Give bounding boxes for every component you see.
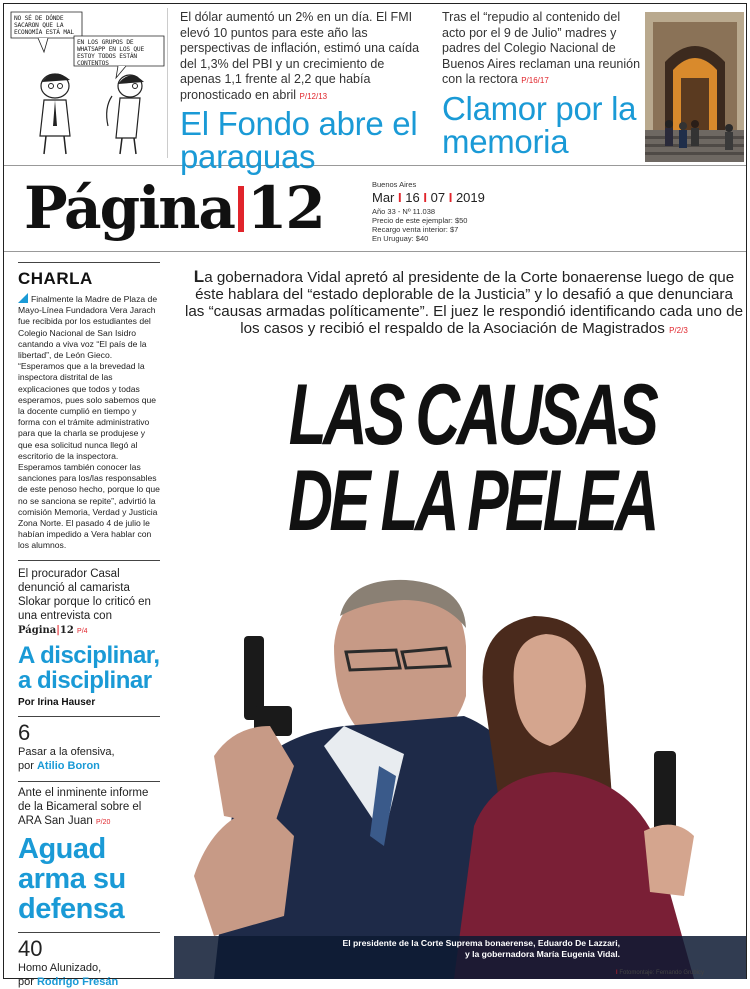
column-author: por Rodrigo Fresán bbox=[18, 975, 119, 988]
photo-credit: I Fotomontaje: Fernando Grubicy bbox=[616, 970, 705, 976]
teaser-memory-lead: Tras el “repudio al contenido del acto por el 9 de Julio” madres y padres del Colegio Nacional de Buenos Aires reclaman una reunión con la rectora P/16/17 bbox=[442, 10, 641, 86]
edition-number: Año 33 - Nº 11.038 bbox=[372, 207, 436, 216]
teaser-memory[interactable] bbox=[442, 10, 642, 158]
logo-red-bar bbox=[238, 186, 244, 232]
cartoon bbox=[8, 8, 168, 158]
page-ref: P/12/13 bbox=[299, 91, 328, 101]
school-building-photo bbox=[645, 12, 744, 162]
story-aguad-headline[interactable]: Aguad arma su defensa bbox=[18, 832, 126, 925]
masthead bbox=[4, 166, 746, 252]
sidebar bbox=[18, 262, 160, 989]
teaser-imf-headline[interactable]: El Fondo abre el paraguas bbox=[180, 105, 418, 175]
front-page bbox=[3, 3, 747, 988]
column-author: por Atilio Boron bbox=[18, 759, 100, 772]
lead-story-headline[interactable]: LAS CAUSAS DE LA PELEA bbox=[288, 367, 656, 549]
cartoon-bubble-left: NO SÉ DE DÓNDE SACARON QUE LA ECONOMÍA ESTÁ MAL bbox=[14, 15, 74, 36]
mini-logo: Página|12 bbox=[18, 624, 74, 636]
page-number: 40 bbox=[18, 935, 43, 961]
city: Buenos Aires bbox=[372, 180, 417, 189]
sidebar-body: Finalmente la Madre de Plaza de Mayo-Línea Fundadora Vera Jarach fue recibida por los estudiantes del Colegio Nacional de San Isidro cantando a viva voz “El país de la libertad”, de León Gieco. “Esperamos que a la brevedad la inspectora distrital de las explicaciones que todos y todas esperamos, pues solo sabemos que la docente cumplió en tiempo y forma con el trámite administrativo para que la charla se produjese y que esa solicitud nunca llegó al escritorio de la inspectora. Esperamos también conocer las sanciones para los/las responsables de este penoso hecho, porque lo que no se sanciona se repite”, advirtió la comisión Memoria, Verdad y Justicia Zona Norte. El pasado 4 de julio le habían impedido a Vera hablar con los alumnos. bbox=[18, 294, 160, 551]
column-fresan[interactable] bbox=[18, 932, 160, 989]
lead-photo-montage bbox=[174, 576, 746, 979]
triangle-icon bbox=[18, 293, 28, 303]
teaser-imf[interactable] bbox=[180, 10, 428, 173]
lead-story-deck: La gobernadora Vidal apretó al presidente de la Corte bonaerense luego de que éste hablara del “estado deplorable de la Justicia” y lo desafió a que denunciara las “causas armadas políticamente”. El juez le respondió identificando cada uno de los casos y recibió el respaldo de la Asociación de Magistrados P/2/3 bbox=[184, 267, 744, 337]
sidebar-section-title: CHARLA bbox=[18, 269, 93, 288]
cartoon-bubble-right: EN LOS GRUPOS DE WHATSAPP EN LOS QUE ESTOY TODOS ESTÁN CONTENTOS bbox=[77, 39, 144, 67]
surcharge: Recargo venta interior: $7 bbox=[372, 225, 459, 234]
story-procurador[interactable] bbox=[18, 560, 160, 708]
column-boron[interactable] bbox=[18, 716, 160, 773]
page-ref: P/16/17 bbox=[521, 76, 549, 85]
top-strip bbox=[4, 4, 746, 175]
photo-caption: El presidente de la Corte Suprema bonaerense, Eduardo De Lazzari, y la gobernadora María Eugenia Vidal. bbox=[342, 938, 620, 959]
newspaper-logo[interactable]: Página 12 bbox=[24, 174, 324, 242]
uruguay-price: En Uruguay: $40 bbox=[372, 234, 429, 243]
issue-date: Mar I 16 I 07 I 2019 bbox=[372, 190, 485, 205]
teaser-imf-lead: El dólar aumentó un 2% en un día. El FMI elevó 10 puntos para este año las perspectivas de inflación, estimó una caída del 1,3% del PBI y un crecimiento de apenas 1,1 frente al 2,2 que había pronosticado en abril P/12/13 bbox=[180, 10, 420, 102]
byline: Por Irina Hauser bbox=[18, 696, 96, 708]
story-procurador-lead: El procurador Casal denunció al camarista Slokar porque lo criticó en una entrevista con Página|12 P/4 bbox=[18, 567, 151, 636]
page-ref: P/2/3 bbox=[669, 326, 688, 335]
story-procurador-headline[interactable]: A disciplinar, a disciplinar bbox=[18, 641, 160, 694]
teaser-memory-headline[interactable]: Clamor por la memoria bbox=[442, 89, 637, 160]
column-title: Homo Alunizado, bbox=[18, 961, 102, 974]
column-title: Pasar a la ofensiva, bbox=[18, 745, 115, 758]
masthead-info bbox=[372, 180, 485, 243]
price: Precio de este ejemplar: $50 bbox=[372, 216, 468, 225]
page-number: 6 bbox=[18, 719, 31, 745]
story-aguad-lead: Ante el inminente informe de la Bicameral sobre el ARA San Juan P/20 bbox=[18, 786, 149, 827]
story-aguad[interactable] bbox=[18, 781, 160, 924]
